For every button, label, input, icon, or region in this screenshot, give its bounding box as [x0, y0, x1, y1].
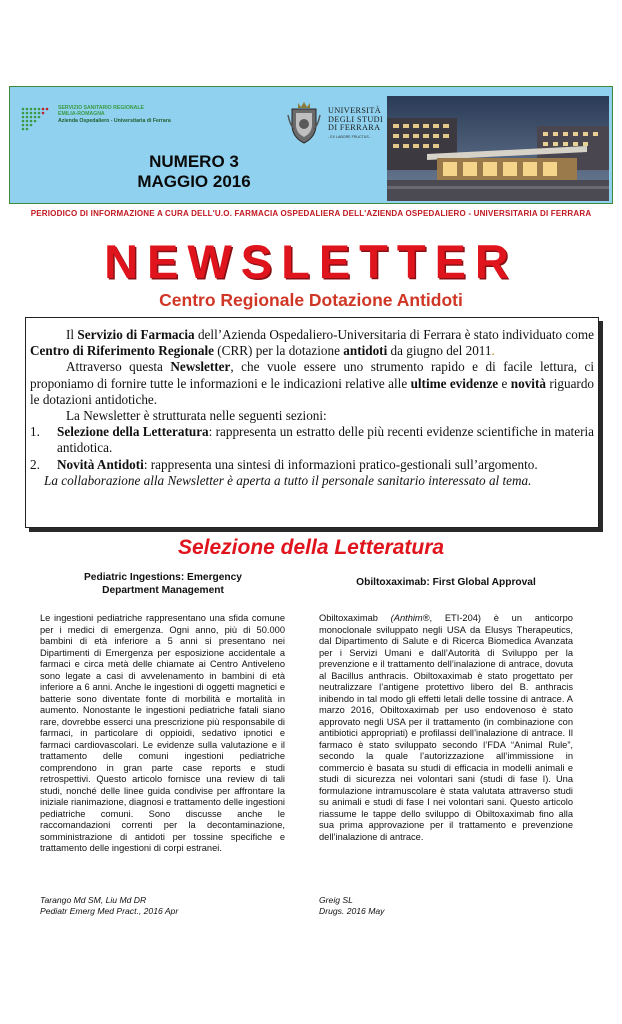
newsletter-title: NEWSLETTER — [104, 235, 518, 288]
list-body — [57, 424, 594, 456]
article-left-title: Pediatric Ingestions: Emergency Department Management — [84, 572, 242, 596]
article-right-title: Obiltoxaximab: First Global Approval — [356, 577, 536, 588]
italic-run: (Anthim® — [390, 613, 430, 623]
hospital-photo — [387, 96, 609, 201]
list-number: 1. — [30, 424, 40, 440]
text-run: Obiltoxaximab — [319, 613, 391, 623]
bold-run: Selezione della Letteratura — [57, 424, 209, 440]
text-run: e — [498, 375, 511, 391]
bold-run: ultime evidenze — [410, 375, 499, 391]
ssr-logo — [20, 104, 180, 138]
bold-run: novità — [510, 375, 546, 391]
bold-run: Newsletter — [170, 359, 231, 375]
intro-paragraph-3: La Newsletter è strutturata nelle seguenti sezioni: — [66, 408, 327, 424]
issue-date: MAGGIO 2016 — [137, 172, 251, 191]
bold-run: Novità Antidoti — [57, 456, 144, 472]
article-left-body: Le ingestioni pediatriche rappresentano una sfida comune per i medici di emergenza. Ogni anno, più di 50.000 bambini di età inferiore a 5 anni si presentano nei Dipartimenti di Emergenza per esposizione accidentale a farmaci e circa metà delle chiamate ai Centro Antiveleno sono legate a casi di avvelenamento in bambini di età inferiore a 6 anni. Anche le ingestioni di oggetti magnetici e batterie sono diventate fonte di morbilità e mortalità in aumento. Nonostante le ingestioni pediatriche fatali siano rare, dovrebbe esserci una prescrizione più responsabile di farmaci, in particolare di oppioidi, sedativo ipnotici e farmaci cardiovascolari. Le evidenze sulla valutazione e il trattamento delle comuni ingestioni pediatriche comprendono in gran parte case reports e studi retrospettivi. Questo articolo fornisce una review di tali studi, nonché delle linee guida condivise per affrontare la iniziale rianimazione, diagnosi e trattamento delle ingestioni pediatriche comuni. Sono discusse anche le raccomandazioni correnti per la decontaminazione, somministrazione di antidoti per tossine specifiche e trattamento delle ingestioni di corpi estranei. — [40, 613, 285, 853]
text-run: . — [491, 343, 495, 359]
article-right-body — [319, 613, 573, 843]
unife-text — [328, 107, 383, 133]
collaboration-note: La collaborazione alla Newsletter è aperta a tutto il personale sanitario interessato al tema. — [44, 472, 532, 488]
text-run: : rappresenta una sintesi di informazioni pratico-gestionali sull’argomento. — [143, 456, 538, 472]
text-run: : rappresenta un estratto delle più recenti evidenze scientifiche in materia antidotica. — [57, 424, 594, 456]
unife-line2: DEGLI STUDI — [328, 114, 384, 124]
text-run: da giugno del 2011 — [387, 343, 492, 359]
bold-run: antidoti — [343, 343, 388, 359]
article-left-citation — [40, 895, 285, 916]
citation-authors: Tarango Md SM, Liu Md DR — [40, 895, 147, 905]
list-body — [57, 457, 594, 473]
issue-info — [124, 152, 264, 192]
text-run: , che vuole essere uno strumento rapido e di facile lettura, ci proponiamo di fornire tutte le informazioni e le indicazioni relative alle — [30, 359, 594, 391]
list-number: 2. — [30, 456, 40, 472]
intro-box — [25, 317, 599, 528]
ssr-text — [58, 105, 171, 124]
section-list-item-2 — [30, 457, 594, 473]
article-right-citation — [319, 895, 573, 916]
issue-number: NUMERO 3 — [149, 152, 239, 171]
citation-authors: Greig SL — [319, 895, 353, 905]
bold-run: Centro di Riferimento Regionale — [30, 343, 214, 359]
text-run: dell’Azienda Ospedaliero-Universitaria di Ferrara è stato individuato come — [194, 327, 594, 342]
text-run: (CRR) per la dotazione — [213, 343, 344, 359]
article-left — [40, 572, 285, 1022]
ssr-dots-icon — [20, 106, 52, 136]
citation-journal: Drugs. 2016 May — [319, 905, 385, 916]
ssr-line3: Azienda Ospedaliero - Universitaria di Ferrara — [58, 117, 171, 124]
text-run: Attraverso questa — [66, 359, 171, 375]
intro-paragraph-2 — [30, 359, 594, 408]
university-crest-icon — [286, 99, 322, 145]
bold-run: Servizio di Farmacia — [77, 327, 195, 342]
ssr-line2: EMILIA-ROMAGNA — [58, 111, 105, 118]
unife-motto: - EX LABORE FRUCTUS - — [328, 135, 371, 139]
section-list-item-1 — [30, 424, 594, 456]
article-right — [319, 572, 573, 1022]
ssr-line1: SERVIZIO SANITARIO REGIONALE — [58, 105, 144, 111]
periodico-line: PERIODICO DI INFORMAZIONE A CURA DELL'U.O. FARMACIA OSPEDALIERA DELL'AZIENDA OSPEDALIERO - UNIVERSITARIA DI FERRARA — [30, 209, 592, 218]
intro-paragraph-1 — [30, 327, 594, 359]
newsletter-subtitle: Centro Regionale Dotazione Antidoti — [159, 290, 463, 310]
unife-line1: UNIVERSITÀ — [328, 106, 382, 115]
section-title: Selezione della Letteratura — [177, 536, 445, 559]
text-run: Il — [66, 327, 78, 342]
citation-journal: Pediatr Emerg Med Pract., 2016 Apr — [40, 905, 179, 916]
text-run: riguardo le dotazioni antidotiche. — [30, 375, 595, 407]
unife-logo — [286, 99, 382, 145]
text-run: , ETI-204) è un anticorpo monoclonale sviluppato negli USA da Elusys Therapeutics, dal Dipartimento di Salute e di Ricerca Biomedica Avanzata per i Servizi Umani e dall’Autorità di Sviluppo per la prevenzione e il trattamento dell’inalazione di antrace, dovuta al Bacillus anthracis. Obiltoxaximab è stato progettato per neutralizzare l’antigene protettivo libero del B. anthracis inibendo in tal modo gli effetti letali delle tossine di antrace. A marzo 2016, Obiltoxaximab per uso endovenoso è stato approvato negli USA per il trattamento (in combinazione con antibiotici appropriati) e profilassi dell’inalazione di antrace. Il farmaco è stato sviluppato secondo l’FDA “Animal Rule”, secondo la quale l’autorizzazione all’immissione in commercio è basata su studi di efficacia in modelli animali e studi di sicurezza nei volontari sani (studi di fase I). Una formulazione intramuscolare è stata valutata attraverso studi su animali e studi di fase I nei volontari sani. Questo articolo riassume le tappe dello sviluppo di Obiltoxaximab fino alla sua prima approvazione per il trattamento e prevenzione dell’inalazione di antrace. — [319, 613, 573, 842]
hospital-building-image — [387, 96, 609, 201]
unife-line3: DI FERRARA — [328, 123, 381, 133]
